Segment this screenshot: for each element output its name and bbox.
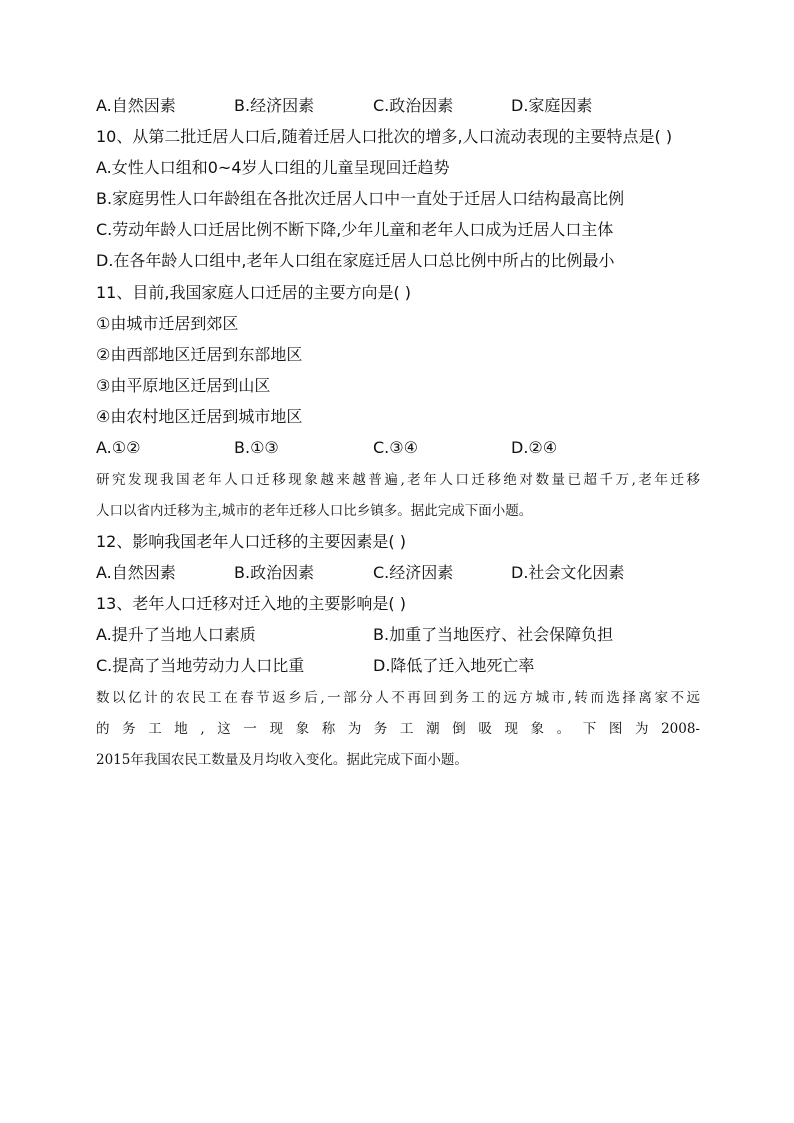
q12-option-d: D.社会文化因素 (511, 563, 625, 582)
q11-option-a: A.①② (96, 438, 141, 457)
q9-option-d: D.家庭因素 (511, 96, 593, 115)
q13-option-c: C.提高了当地劳动力人口比重 (96, 656, 305, 675)
q12-stem: 12、影响我国老年人口迁移的主要因素是( ) (96, 532, 406, 551)
q11-item-2: ②由西部地区迁居到东部地区 (96, 345, 303, 364)
q10-stem: 10、从第二批迁居人口后,随着迁居人口批次的增多,人口流动表现的主要特点是( ) (96, 127, 673, 146)
q10-option-d: D.在各年龄人口组中,老年人口组在家庭迁居人口总比例中所占的比例最小 (96, 251, 615, 270)
q11-stem: 11、目前,我国家庭人口迁居的主要方向是( ) (96, 283, 412, 302)
q9-option-b: B.经济因素 (234, 96, 315, 115)
q11-item-3: ③由平原地区迁居到山区 (96, 376, 271, 395)
q10-option-c: C.劳动年龄人口迁居比例不断下降,少年儿童和老年人口成为迁居人口主体 (96, 220, 614, 239)
passage1-line-2: 人口以省内迁移为主,城市的老年迁移人口比乡镇多。据此完成下面小题。 (96, 503, 533, 519)
passage-elderly-migration (96, 470, 700, 532)
q11-item-4: ④由农村地区迁居到城市地区 (96, 407, 303, 426)
passage-migrant-workers (96, 688, 700, 781)
q11-option-b: B.①③ (234, 438, 279, 457)
q12-option-a: A.自然因素 (96, 563, 176, 582)
q11-option-d: D.②④ (511, 438, 558, 457)
q11-option-c: C.③④ (373, 438, 418, 457)
q11-item-1: ①由城市迁居到郊区 (96, 314, 239, 333)
passage2-line-2: 的务工地,这一现象称为务工潮倒吸现象。下图为2008- (96, 721, 700, 737)
q10-option-a: A.女性人口组和0~4岁人口组的儿童呈现回迁趋势 (96, 158, 450, 177)
q13-option-a: A.提升了当地人口素质 (96, 625, 256, 644)
q10-option-b: B.家庭男性人口年龄组在各批次迁居人口中一直处于迁居人口结构最高比例 (96, 189, 625, 208)
q9-option-c: C.政治因素 (373, 96, 454, 115)
q9-option-a: A.自然因素 (96, 96, 176, 115)
q13-option-d: D.降低了迁入地死亡率 (373, 656, 535, 675)
passage2-line-1: 数以亿计的农民工在春节返乡后,一部分人不再回到务工的远方城市,转而选择离家不远 (96, 690, 700, 706)
q13-stem: 13、老年人口迁移对迁入地的主要影响是( ) (96, 594, 406, 613)
q12-option-c: C.经济因素 (373, 563, 454, 582)
passage1-line-1: 研究发现我国老年人口迁移现象越来越普遍,老年人口迁移绝对数量已超千万,老年迁移 (96, 472, 700, 488)
passage2-line-3: 2015年我国农民工数量及月均收入变化。据此完成下面小题。 (96, 752, 468, 768)
q12-option-b: B.政治因素 (234, 563, 315, 582)
q13-option-b: B.加重了当地医疗、社会保障负担 (373, 625, 614, 644)
